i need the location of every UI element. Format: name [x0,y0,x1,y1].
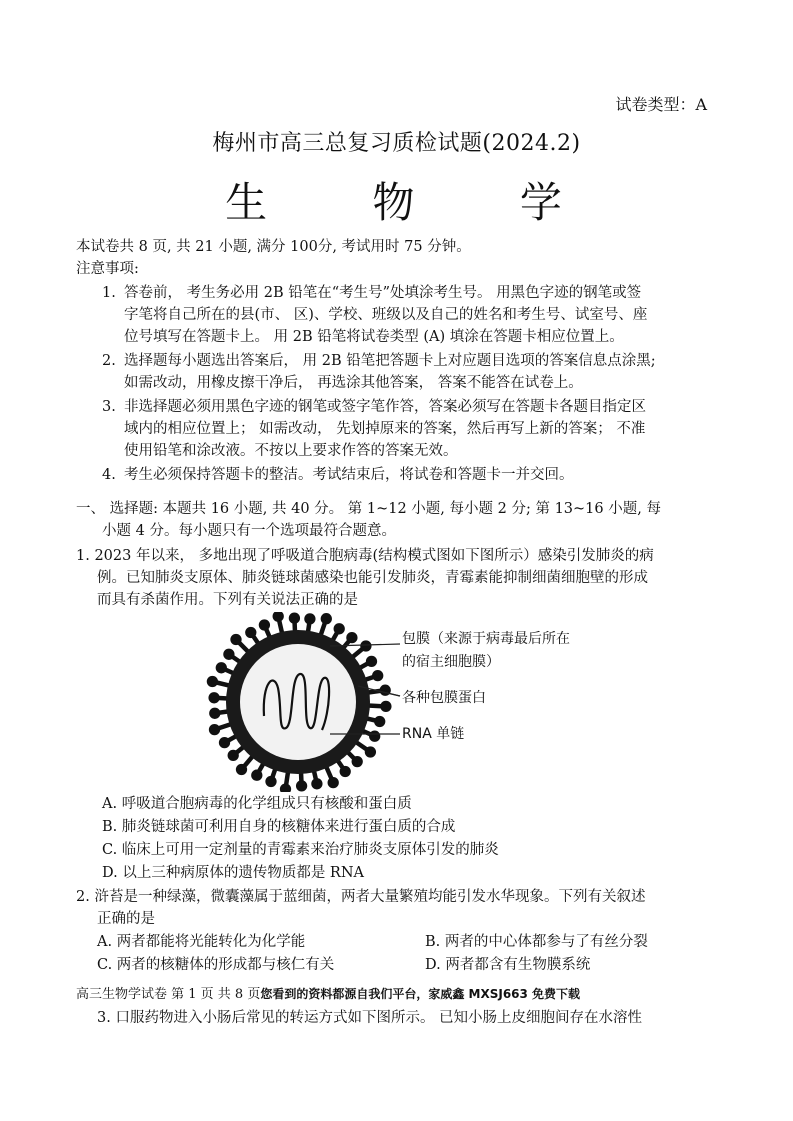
spike-head [307,616,314,623]
label-envelope-cont: 的宿主细胞膜） [402,654,500,670]
label-rna: RNA 单链 [402,726,465,742]
notice-number: 3. [102,399,116,415]
notice-label: 注意事项: [76,261,139,277]
option-d[interactable]: D. 两者都含有生物膜系统 [425,957,591,973]
spike-head [298,783,305,790]
option-c[interactable]: C. 临床上可用一定剂量的青霉素来治疗肺炎支原体引发的肺炎 [102,842,499,858]
spike-head [221,739,228,746]
subject-heading: 生 物 学 [225,178,608,227]
spike-head [336,625,343,632]
notice-line: 使用铅笔和涂改液。不按以上要求作答的答案无效。 [124,443,458,459]
spike-head [291,615,298,622]
label-proteins: 各种包膜蛋白 [402,690,486,706]
option-b[interactable]: B. 两者的中心体都参与了有丝分裂 [425,934,648,950]
spike-head [211,710,218,717]
option-c[interactable]: C. 两者的核糖体的形成都与核仁有关 [97,957,335,973]
notice-number: 2. [102,353,116,369]
spike-head [314,780,321,787]
spike-head [247,629,254,636]
question-1-stem: 例。已知肺炎支原体、肺炎链球菌感染也能引发肺炎，青霉素能抑制细菌细胞壁的形成 [97,570,648,586]
spike-head [230,752,237,759]
footer-page-info: 高三生物学试卷 第 1 页 共 8 页 [76,987,261,1002]
spike-head [209,678,216,685]
label-leader-lines [330,638,402,748]
notice-line: 答卷前， 考生务必用 2B 铅笔在“考生号”处填涂考生号。 用黑色字迹的钢笔或签 [124,285,642,301]
section-heading-cont: 小题 4 分。每小题只有一个选项最符合题意。 [102,523,396,539]
notice-line: 字笔将自己所在的县(市、 区)、学校、班级以及自己的姓名和考生号、试室号、座 [124,307,648,323]
question-1-stem: 而具有杀菌作用。下列有关说法正确的是 [97,592,358,608]
notice-line: 如需改动，用橡皮擦干净后， 再选涂其他答案， 答案不能答在试卷上。 [124,375,583,391]
page-footer [76,985,580,1004]
spike-head [342,768,349,775]
option-b[interactable]: B. 肺炎链球菌可利用自身的核糖体来进行蛋白质的合成 [102,819,456,835]
notice-number: 1. [102,285,116,301]
question-1-stem: 1. 2023 年以来， 多地出现了呼吸道合胞病毒(结构模式图如下图所示）感染引发肺炎的病 [76,548,654,564]
question-2-stem: 2. 浒苔是一种绿藻，微囊藻属于蓝细菌，两者大量繁殖均能引发水华现象。下列有关叙述 [76,889,646,905]
spike-head [238,766,245,773]
spike-head [253,772,260,779]
notice-line: 非选择题必须用黑色字迹的钢笔或签字笔作答，答案必须写在答题卡各题目指定区 [124,399,646,415]
label-envelope: 包膜（来源于病毒最后所在 [402,631,570,647]
question-2-stem: 正确的是 [97,911,155,927]
notice-line: 位号填写在答题卡上。 用 2B 铅笔将试卷类型 (A) 填涂在答题卡相应位置上。 [124,329,624,345]
notice-number: 4. [102,467,116,483]
notice-line: 域内的相应位置上； 如需改动， 先划掉原来的答案，然后再写上新的答案； 不准 [124,421,646,437]
notice-line: 考生必须保持答题卡的整洁。考试结束后，将试卷和答题卡一并交回。 [124,467,574,483]
spike-head [211,694,218,701]
page-title: 梅州市高三总复习质检试题(2024.2) [212,131,581,156]
spike-head [282,786,289,792]
question-3-stem: 3. 口服药物进入小肠后常见的转运方式如下图所示。 已知小肠上皮细胞间存在水溶性 [97,1010,643,1026]
spike-head [275,613,282,620]
exam-type: 试卷类型：A [615,95,707,114]
spike-head [218,664,225,671]
spike-head [261,622,268,629]
option-d[interactable]: D. 以上三种病原体的遗传物质都是 RNA [102,865,365,881]
exam-info: 本试卷共 8 页, 共 21 小题, 满分 100分, 考试用时 75 分钟。 [76,239,471,255]
section-heading: 一、 选择题: 本题共 16 小题, 共 40 分。 第 1~12 小题, 每小题 2 分; 第 13~16 小题, 每 [76,501,661,517]
spike-head [211,726,218,733]
spike-head [367,749,374,756]
option-a[interactable]: A. 两者都能将光能转化为化学能 [97,934,306,950]
spike-head [330,779,337,786]
spike-head [354,758,361,765]
spike-head [233,636,240,643]
option-a[interactable]: A. 呼吸道合胞病毒的化学组成只有核酸和蛋白质 [102,796,412,812]
spike-head [323,615,330,622]
footer-note: 您看到的资料都源自我们平台，家威鑫 MXSJ663 免费下载 [260,987,581,1001]
spike-head [268,778,275,785]
notice-line: 选择题每小题选出答案后， 用 2B 铅笔把答题卡上对应题目选项的答案信息点涂黑; [124,353,656,369]
spike-head [226,651,233,658]
